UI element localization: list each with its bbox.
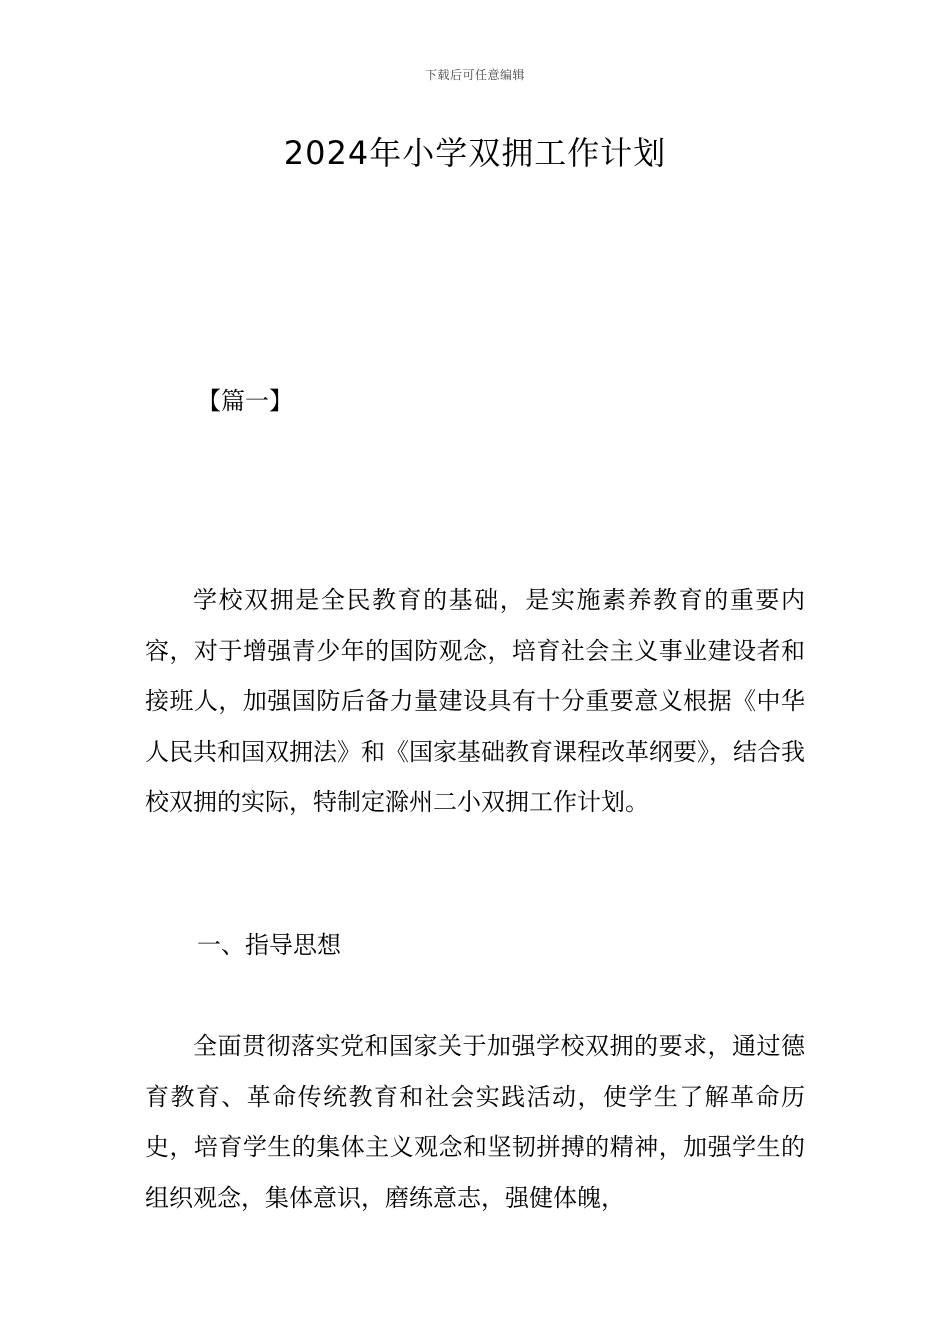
paragraph-intro: 学校双拥是全民教育的基础，是实施素养教育的重要内容，对于增强青少年的国防观念，培育社会主义事业建设者和接班人，加强国防后备力量建设具有十分重要意义根据《中华人民共和国双拥法》和《国家基础教育课程改革纲要》，结合我校双拥的实际，特制定滁州二小双拥工作计划。 <box>145 586 805 816</box>
section-label: 【篇一】 <box>197 387 293 415</box>
paragraph-guiding-ideology: 全面贯彻落实党和国家关于加强学校双拥的要求，通过德育教育、革命传统教育和社会实践活动，使学生了解革命历史，培育学生的集体主义观念和坚韧拼搏的精神，加强学生的组织观念，集体意识，磨练意志，强健体魄， <box>145 1032 805 1212</box>
header-note: 下载后可任意编辑 <box>424 68 525 82</box>
page-title: 2024年小学双拥工作计划 <box>283 134 667 172</box>
section-heading-guiding-ideology: 一、指导思想 <box>197 931 341 959</box>
